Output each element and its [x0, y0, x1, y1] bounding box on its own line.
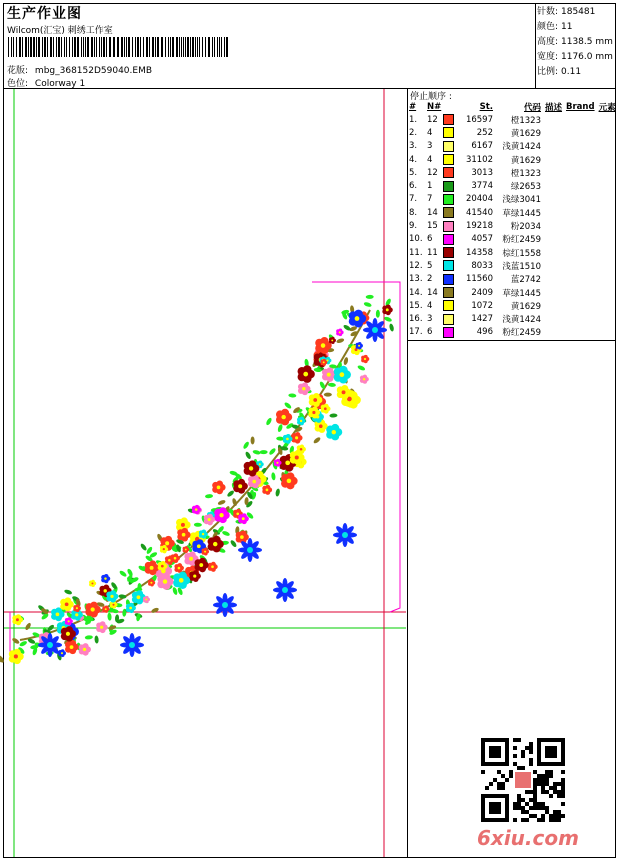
row-needle: 3	[427, 314, 433, 325]
leaf	[118, 594, 126, 599]
row-needle: 4	[427, 127, 433, 138]
row-stitches: 11560	[465, 274, 493, 285]
flower	[60, 597, 74, 611]
leaf	[24, 622, 32, 631]
row-index: 2.	[409, 127, 418, 138]
row-index: 4.	[409, 154, 418, 165]
stat-row: 比例: 0.11	[537, 67, 582, 77]
row-code: 浅绿3041	[502, 195, 541, 206]
flower	[233, 479, 248, 494]
flower	[298, 382, 310, 395]
leaf	[217, 499, 226, 506]
row-code: 粉红2459	[502, 235, 541, 246]
row-stitches: 252	[476, 127, 493, 138]
row-index: 16.	[409, 314, 423, 325]
leaf	[222, 530, 231, 537]
row-index: 14.	[409, 287, 423, 298]
row-needle: 2	[427, 274, 433, 285]
row-index: 7.	[409, 194, 418, 205]
blue-flower	[38, 633, 62, 657]
row-code: 粉2034	[510, 222, 541, 233]
row-stitches: 3013	[471, 167, 493, 178]
row-stitches: 8033	[471, 260, 493, 271]
row-needle: 7	[427, 194, 433, 205]
colorway-label: 色位:	[7, 79, 29, 89]
flower	[336, 329, 343, 337]
leaf	[151, 607, 160, 614]
row-code: 橙1323	[510, 115, 541, 126]
row-index: 5.	[409, 167, 418, 178]
colorway-value: Colorway 1	[34, 79, 86, 89]
row-code: 黄1629	[510, 155, 541, 166]
row-stitches: 1072	[471, 300, 493, 311]
row-index: 3.	[409, 141, 418, 152]
leaf	[85, 635, 93, 640]
leaf	[366, 295, 374, 299]
leaf	[94, 635, 99, 643]
flower	[177, 528, 190, 542]
blue-flower	[120, 633, 144, 657]
row-stitches: 14358	[465, 247, 493, 258]
leaf	[226, 489, 235, 497]
leaf	[11, 637, 20, 645]
flower	[326, 424, 342, 440]
flower	[212, 481, 225, 495]
row-index: 6.	[409, 181, 418, 192]
row-needle: 4	[427, 154, 433, 165]
row-needle: 14	[427, 287, 438, 298]
flower	[297, 445, 306, 454]
leaf	[194, 523, 202, 527]
leaf	[313, 436, 322, 444]
row-stitches: 2409	[471, 287, 493, 298]
leaf	[172, 587, 178, 596]
leaf	[277, 424, 283, 433]
row-stitches: 20404	[465, 194, 493, 205]
leaf	[329, 413, 337, 417]
row-code: 浅黄1424	[502, 142, 541, 153]
row-code: 黄1629	[510, 301, 541, 312]
row-needle: 12	[427, 114, 438, 125]
leaf	[19, 640, 28, 647]
design-file: mbg_368152D59040.EMB	[34, 66, 153, 76]
row-index: 17.	[409, 327, 423, 338]
leaf	[251, 436, 255, 444]
leaf	[0, 655, 5, 664]
leaf	[260, 450, 268, 454]
row-index: 8.	[409, 207, 418, 218]
flower	[58, 649, 66, 657]
flower	[79, 643, 91, 656]
row-index: 15.	[409, 300, 423, 311]
flower	[291, 432, 302, 444]
flower	[12, 614, 23, 625]
design-label: 花版:	[7, 66, 29, 76]
row-index: 1.	[409, 114, 418, 125]
leaf	[252, 449, 261, 455]
flower	[382, 304, 392, 315]
row-code: 棕红1558	[502, 248, 541, 259]
row-needle: 5	[427, 260, 433, 271]
leaf	[271, 472, 276, 480]
row-index: 10.	[409, 234, 423, 245]
flower	[334, 366, 351, 384]
flower	[101, 574, 110, 583]
flower	[361, 355, 369, 363]
row-stitches: 496	[476, 327, 493, 338]
leaf	[107, 613, 112, 621]
flower	[329, 337, 336, 344]
leaf	[140, 543, 148, 552]
flower	[189, 570, 201, 582]
stop-sequence-title: 停止顺序 :	[410, 92, 452, 102]
leaf	[389, 323, 395, 332]
row-needle: 12	[427, 167, 438, 178]
row-code: 草绿1445	[502, 288, 541, 299]
row-stitches: 6167	[471, 141, 493, 152]
row-code: 粉红2459	[502, 328, 541, 339]
row-index: 9.	[409, 221, 418, 232]
row-needle: 1	[427, 181, 433, 192]
row-stitches: 1427	[471, 314, 493, 325]
row-index: 13.	[409, 274, 423, 285]
row-code: 浅黄1424	[502, 315, 541, 326]
blue-flower	[213, 593, 237, 617]
row-needle: 6	[427, 234, 433, 245]
stat-row: 高度: 1138.5 mm	[537, 37, 613, 47]
row-code: 蓝2742	[510, 275, 541, 286]
flower	[276, 409, 292, 426]
row-index: 12.	[409, 260, 423, 271]
leaf	[284, 401, 293, 409]
blue-flower	[238, 538, 262, 562]
leaf	[357, 364, 366, 371]
flower	[208, 562, 218, 572]
leaf	[265, 417, 272, 426]
blue-flower	[273, 578, 297, 602]
table-header-row: # N# St. 代码 描述 Brand 元素	[409, 102, 616, 113]
flower	[321, 404, 331, 414]
stat-row: 宽度: 1176.0 mm	[537, 52, 613, 62]
qr-code	[481, 738, 565, 822]
leaf	[336, 338, 345, 344]
flower	[281, 472, 298, 489]
leaf	[275, 488, 280, 497]
floral-garland	[0, 295, 395, 665]
row-code: 绿2653	[510, 182, 541, 193]
row-index: 11.	[409, 247, 423, 258]
leaf	[244, 451, 251, 460]
leaf	[363, 301, 372, 307]
flower	[96, 621, 108, 633]
row-stitches: 41540	[465, 207, 493, 218]
row-stitches: 3774	[471, 181, 493, 192]
leaf	[242, 441, 250, 450]
flower	[143, 596, 150, 603]
row-code: 黄1629	[510, 128, 541, 139]
leaf	[324, 393, 332, 397]
flower	[89, 580, 96, 587]
page-title: 生产作业图	[7, 6, 82, 22]
flower	[262, 485, 272, 495]
row-needle: 4	[427, 300, 433, 311]
flower	[65, 640, 79, 654]
row-stitches: 19218	[465, 221, 493, 232]
row-code: 橙1323	[510, 168, 541, 179]
blue-flower	[333, 523, 357, 547]
qr-center-logo	[515, 772, 531, 788]
watermark-logo: 6xiu.com	[477, 826, 579, 850]
leaf	[205, 494, 213, 499]
stat-row: 颜色: 11	[537, 22, 573, 32]
row-stitches: 16597	[465, 114, 493, 125]
leaf	[288, 393, 296, 398]
leaf	[376, 310, 380, 318]
leaf	[64, 589, 73, 595]
row-code: 浅蓝1510	[502, 261, 541, 272]
row-stitches: 4057	[471, 234, 493, 245]
row-needle: 3	[427, 141, 433, 152]
leaf	[384, 316, 393, 323]
row-needle: 15	[427, 221, 438, 232]
flower	[360, 375, 369, 384]
row-needle: 14	[427, 207, 438, 218]
flower	[322, 367, 336, 382]
row-code: 草绿1445	[502, 208, 541, 219]
row-needle: 6	[427, 327, 433, 338]
leaf	[119, 570, 128, 578]
row-stitches: 31102	[465, 154, 493, 165]
flower	[356, 342, 363, 350]
row-needle: 11	[427, 247, 438, 258]
leaf	[328, 383, 336, 388]
blue-flower	[363, 318, 387, 342]
company-name: Wilcom(汇宝) 刺绣工作室	[7, 26, 113, 36]
flower	[298, 365, 315, 383]
stat-row: 针数: 185481	[537, 7, 596, 17]
leaf	[268, 447, 276, 456]
